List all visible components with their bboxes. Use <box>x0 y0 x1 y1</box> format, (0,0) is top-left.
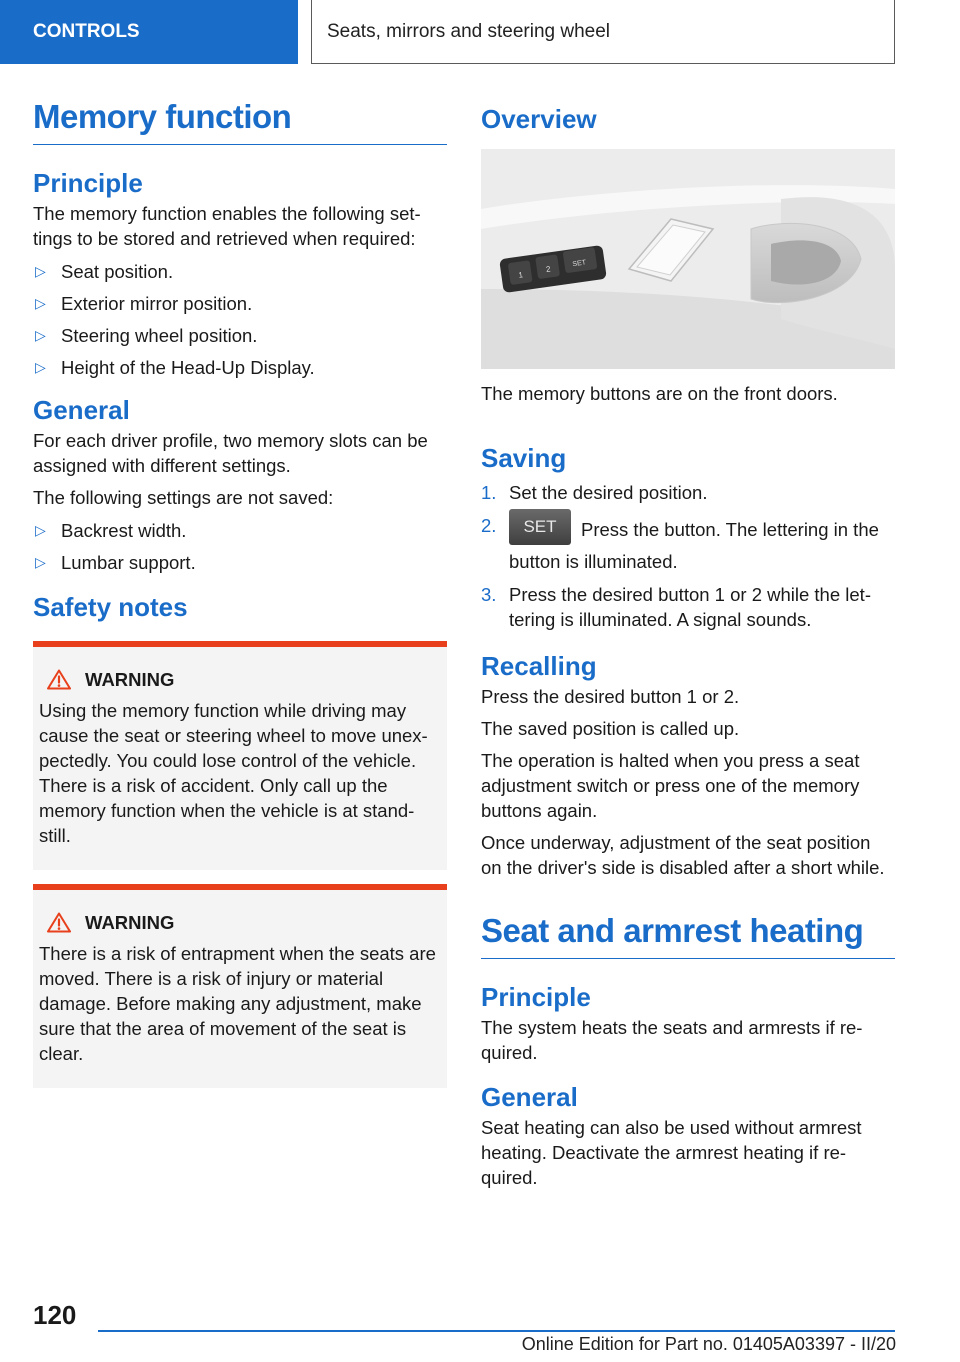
general-heading: General <box>33 395 130 425</box>
chapter-label: Seats, mirrors and steering wheel <box>327 20 611 42</box>
list-item: 1. Set the desired position. <box>481 482 708 503</box>
door-memory-buttons-photo <box>481 149 895 369</box>
warning-title: WARNING <box>47 667 439 692</box>
chapter-header <box>311 0 895 64</box>
triangle-right-icon: ▷ <box>35 359 46 375</box>
list-item: ▷ Lumbar support. <box>35 552 196 573</box>
warning-box <box>33 641 447 870</box>
warning-box <box>33 884 447 1088</box>
list-item: 3. Press the desired button 1 or 2 while the let-tering is illuminated. A signal sounds. <box>481 584 871 630</box>
principle-text: The memory function enables the following set-tings to be stored and retrieved when required: <box>33 203 421 249</box>
photo-button-set: SET <box>572 259 587 269</box>
saving-steps <box>481 480 895 632</box>
footer-rule <box>98 1330 895 1332</box>
warning-title: WARNING <box>47 910 439 935</box>
warning-text: There is a risk of entrapment when the seats are moved. There is a risk of injury or material damage. Before making any adjustment, make sure that the area of movement of the seat is clear. <box>39 943 436 1064</box>
safety-notes-heading: Safety notes <box>33 592 188 622</box>
overview-caption: The memory buttons are on the front doors. <box>481 383 838 404</box>
list-item: ▷ Exterior mirror position. <box>35 293 253 314</box>
recalling-text: Once underway, adjustment of the seat position on the driver's side is disabled after a short while. <box>481 832 885 878</box>
triangle-right-icon: ▷ <box>35 522 46 538</box>
saving-heading: Saving <box>481 443 567 473</box>
recalling-heading: Recalling <box>481 651 597 681</box>
left-column <box>33 96 447 1088</box>
door-panel-illustration <box>481 149 895 369</box>
triangle-right-icon: ▷ <box>35 554 46 570</box>
heating-general-heading: General <box>481 1082 578 1112</box>
principle-heading: Principle <box>33 168 143 198</box>
recalling-text: The saved position is called up. <box>481 718 740 739</box>
triangle-right-icon: ▷ <box>35 327 46 343</box>
section-label: CONTROLS <box>33 21 140 42</box>
not-saved-text: The following settings are not saved: <box>33 487 334 508</box>
warning-text: Using the memory function while driving may cause the seat or steering wheel to move unex-pectedly. You could lose control of the vehicle. There is a risk of accident. Only call up the memory function when the vehicle is at stand-still. <box>39 700 428 846</box>
triangle-right-icon: ▷ <box>35 295 46 311</box>
memory-function-title: Memory function <box>33 96 447 145</box>
heating-principle-text: The system heats the seats and armrests if re-quired. <box>481 1017 863 1063</box>
principle-list <box>33 259 447 380</box>
seat-heating-title: Seat and armrest heating <box>481 910 895 959</box>
page-number: 120 <box>33 1300 77 1330</box>
photo-button-1: 1 <box>517 270 524 280</box>
heating-principle-heading: Principle <box>481 982 591 1012</box>
not-saved-list <box>33 518 447 575</box>
heating-general-text: Seat heating can also be used without armrest heating. Deactivate the armrest heating if re-quired. <box>481 1117 862 1188</box>
warning-triangle-icon <box>47 912 71 933</box>
list-item: 2. SET Press the button. The lettering in the button is illuminated. <box>481 513 895 574</box>
photo-button-2: 2 <box>545 264 552 274</box>
recalling-text: Press the desired button 1 or 2. <box>481 686 740 707</box>
triangle-right-icon: ▷ <box>35 263 46 279</box>
list-item: ▷ Backrest width. <box>35 520 187 541</box>
section-tab <box>0 0 298 64</box>
list-item: ▷ Seat position. <box>35 261 174 282</box>
set-button-icon: SET <box>509 509 571 545</box>
list-item: ▷ Steering wheel position. <box>35 325 258 346</box>
warning-triangle-icon <box>47 669 71 690</box>
right-column <box>481 103 895 1190</box>
edition-label: Online Edition for Part no. 01405A03397 - II/20 <box>521 1334 896 1354</box>
recalling-text: The operation is halted when you press a seat adjustment switch or press one of the memory buttons again. <box>481 750 860 821</box>
list-item: ▷ Height of the Head-Up Display. <box>35 357 315 378</box>
overview-heading: Overview <box>481 104 597 134</box>
general-text: For each driver profile, two memory slots can be assigned with different settings. <box>33 430 428 476</box>
